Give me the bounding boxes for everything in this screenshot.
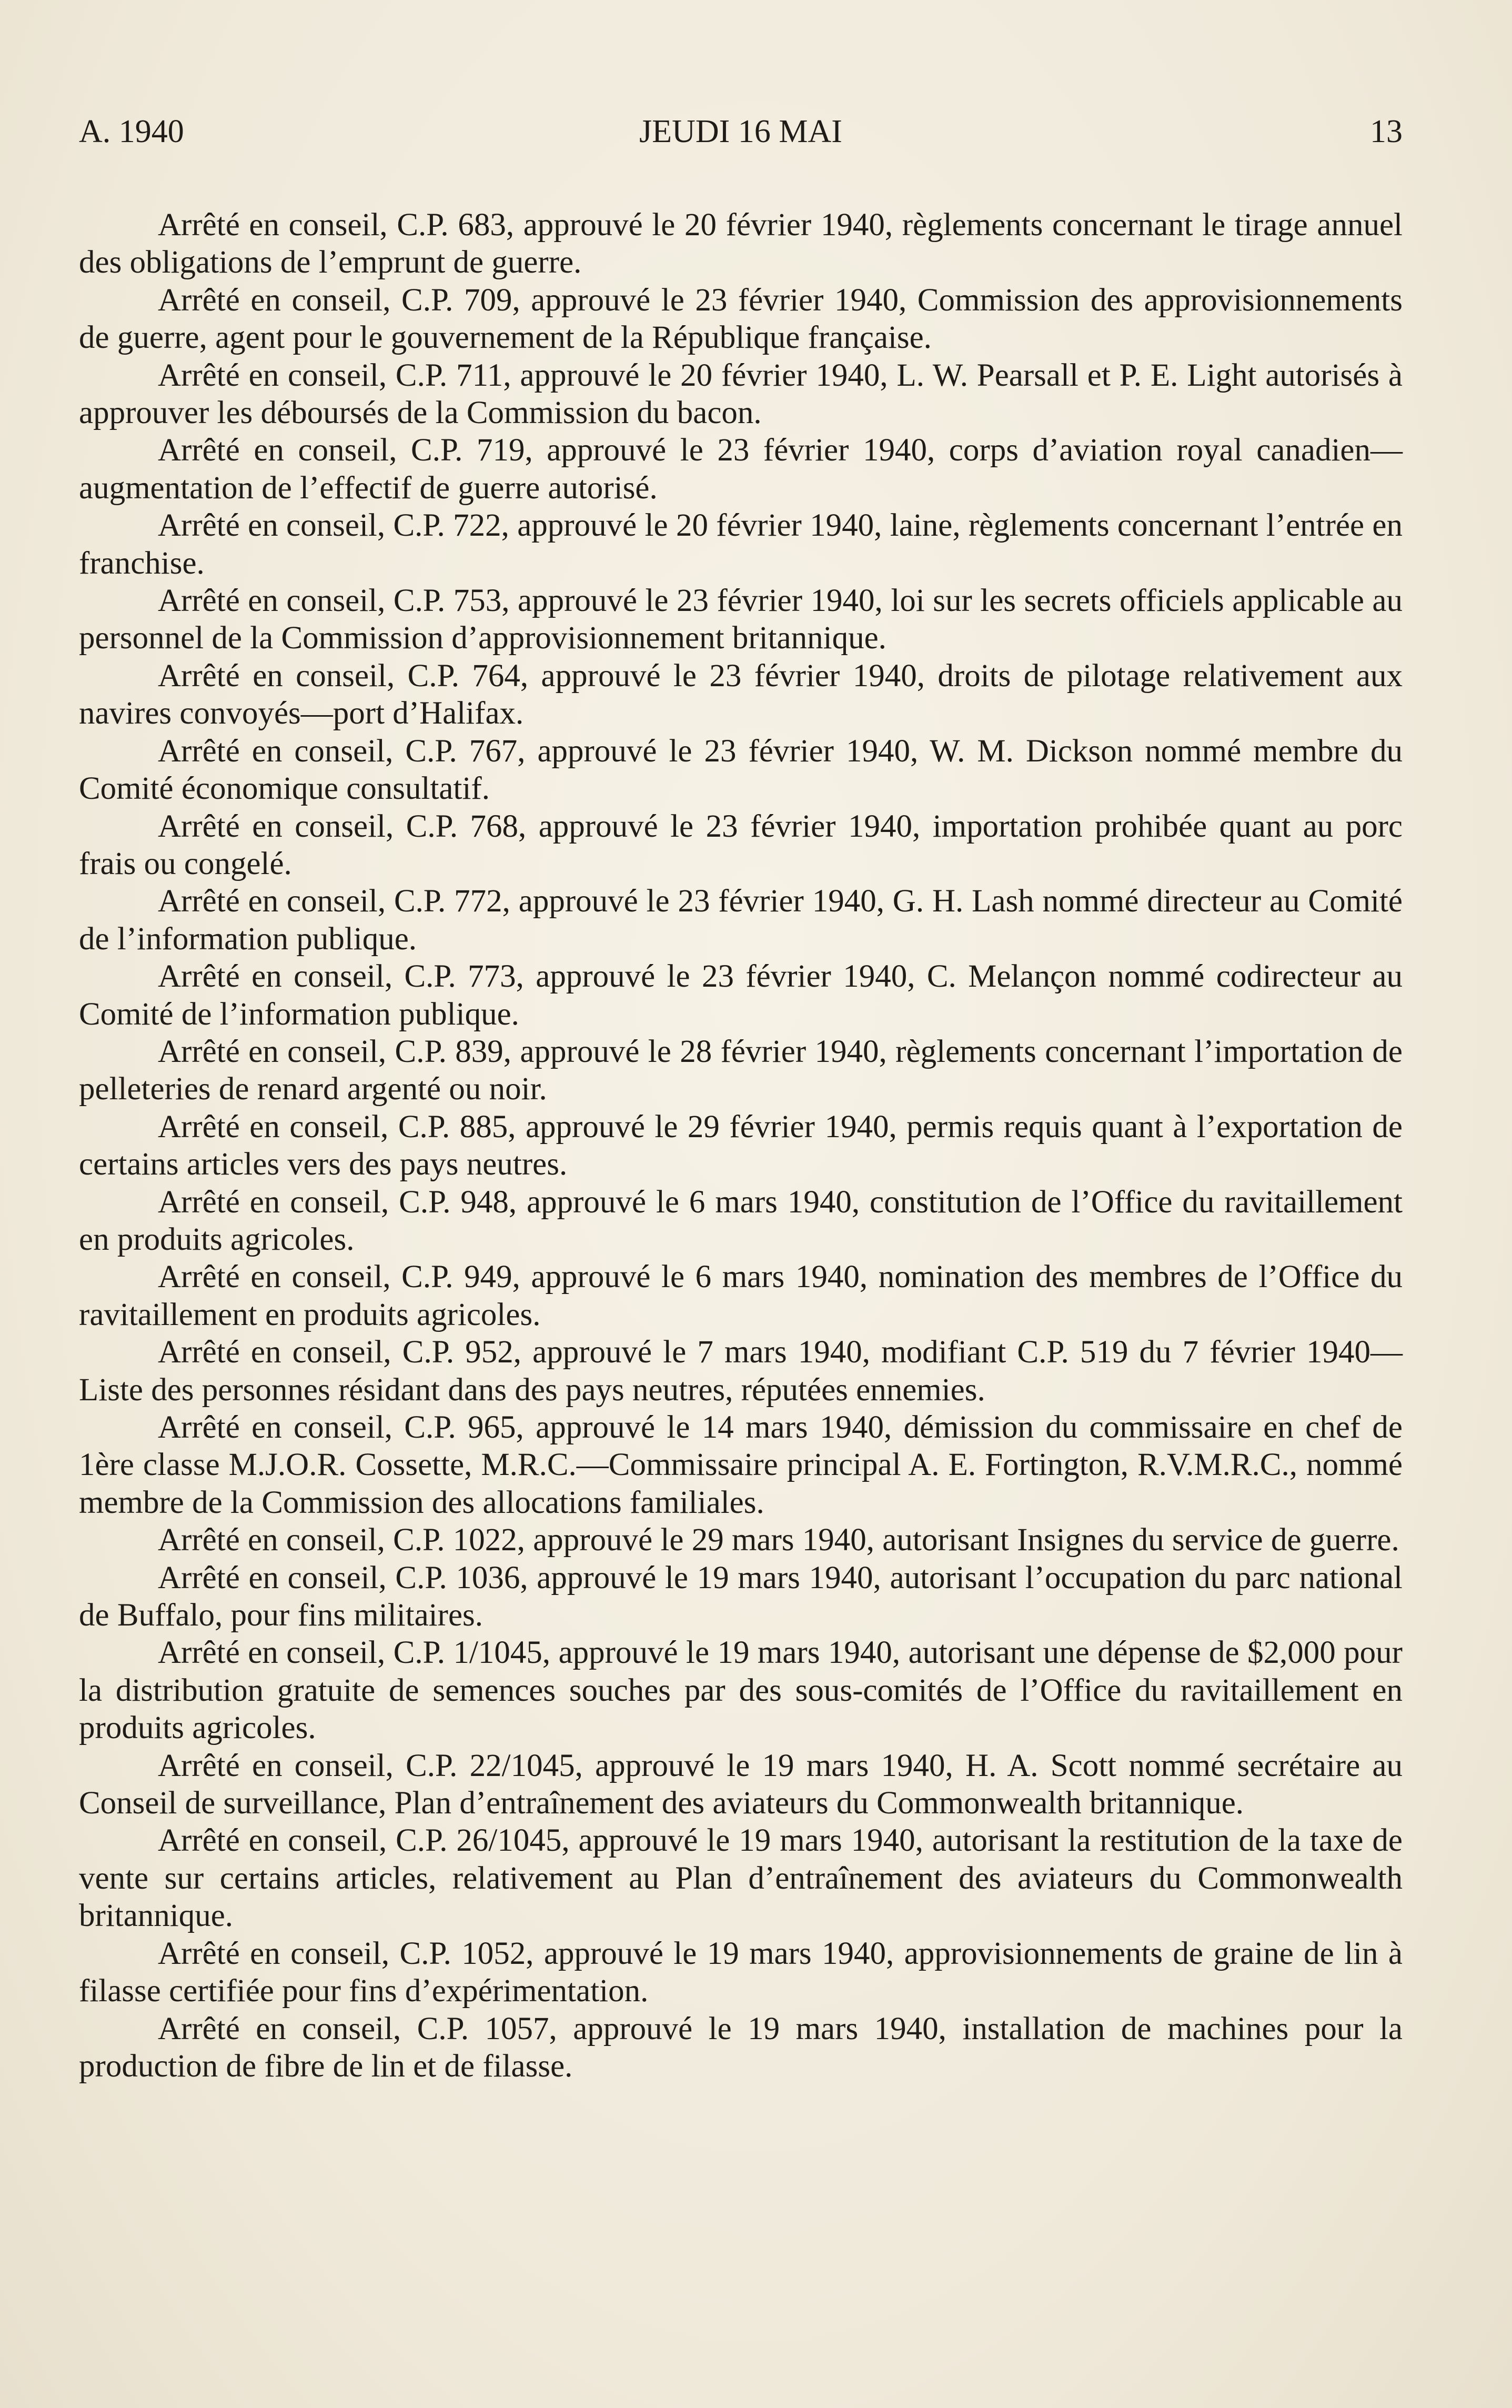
paragraph: Arrêté en conseil, C.P. 948, approuvé le 6 mars 1940, constitution de l’Office du ravitaillement en produits agricoles. — [79, 1184, 1403, 1257]
paragraph: Arrêté en conseil, C.P. 839, approuvé le 28 février 1940, règlements concernant l’importation de pelleteries de renard argenté ou noir. — [79, 1034, 1403, 1107]
paragraph: Arrêté en conseil, C.P. 1/1045, approuvé le 19 mars 1940, autorisant une dépense de $2,000 pour la distribution gratuite de semences souches par des sous-comités de l’Office du ravitaillement en produits agricoles. — [79, 1635, 1403, 1746]
paragraph: Arrêté en conseil, C.P. 719, approuvé le 23 février 1940, corps d’aviation royal canadien—augmentation de l’effectif de guerre autorisé. — [79, 433, 1403, 506]
paragraph: Arrêté en conseil, C.P. 26/1045, approuvé le 19 mars 1940, autorisant la restitution de la taxe de vente sur certains articles, relativement au Plan d’entraînement des aviateurs du Commonwealth britannique. — [79, 1823, 1403, 1934]
paragraph: Arrêté en conseil, C.P. 767, approuvé le 23 février 1940, W. M. Dickson nommé membre du Comité économique consultatif. — [79, 733, 1403, 807]
paragraph: Arrêté en conseil, C.P. 772, approuvé le 23 février 1940, G. H. Lash nommé directeur au Comité de l’information publique. — [79, 884, 1403, 957]
header-session-year: A. 1940 — [79, 114, 184, 149]
document-body — [79, 206, 1403, 2085]
paragraph: Arrêté en conseil, C.P. 885, approuvé le 29 février 1940, permis requis quant à l’exportation de certains articles vers des pays neutres. — [79, 1109, 1403, 1182]
paragraph: Arrêté en conseil, C.P. 764, approuvé le 23 février 1940, droits de pilotage relativement aux navires convoyés—port d’Halifax. — [79, 658, 1403, 731]
paragraph: Arrêté en conseil, C.P. 711, approuvé le 20 février 1940, L. W. Pearsall et P. E. Light autorisés à approuver les déboursés de la Commission du bacon. — [79, 357, 1403, 431]
paragraph: Arrêté en conseil, C.P. 1022, approuvé le 29 mars 1940, autorisant Insignes du service de guerre. — [158, 1522, 1399, 1558]
paragraph: Arrêté en conseil, C.P. 709, approuvé le 23 février 1940, Commission des approvisionnements de guerre, agent pour le gouvernement de la République française. — [79, 282, 1403, 356]
paragraph: Arrêté en conseil, C.P. 1036, approuvé le 19 mars 1940, autorisant l’occupation du parc national de Buffalo, pour fins militaires. — [79, 1560, 1403, 1633]
paragraph: Arrêté en conseil, C.P. 1052, approuvé le 19 mars 1940, approvisionnements de graine de lin à filasse certifiée pour fins d’expérimentation. — [79, 1935, 1403, 2009]
paragraph: Arrêté en conseil, C.P. 768, approuvé le 23 février 1940, importation prohibée quant au porc frais ou congelé. — [79, 808, 1403, 881]
page-number: 13 — [1370, 114, 1403, 149]
paragraph: Arrêté en conseil, C.P. 1057, approuvé le 19 mars 1940, installation de machines pour la production de fibre de lin et de filasse. — [79, 2011, 1403, 2084]
paragraph: Arrêté en conseil, C.P. 22/1045, approuvé le 19 mars 1940, H. A. Scott nommé secrétaire au Conseil de surveillance, Plan d’entraînement des aviateurs du Commonwealth britannique. — [79, 1748, 1403, 1821]
header-date: JEUDI 16 MAI — [639, 114, 842, 149]
paragraph: Arrêté en conseil, C.P. 753, approuvé le 23 février 1940, loi sur les secrets officiels applicable au personnel de la Commission d’approvisionnement britannique. — [79, 583, 1403, 656]
paragraph: Arrêté en conseil, C.P. 722, approuvé le 20 février 1940, laine, règlements concernant l’entrée en franchise. — [79, 508, 1403, 581]
paragraph: Arrêté en conseil, C.P. 683, approuvé le 20 février 1940, règlements concernant le tirage annuel des obligations de l’emprunt de guerre. — [79, 207, 1403, 280]
paragraph: Arrêté en conseil, C.P. 949, approuvé le 6 mars 1940, nomination des membres de l’Office du ravitaillement en produits agricoles. — [79, 1259, 1403, 1332]
paragraph: Arrêté en conseil, C.P. 965, approuvé le 14 mars 1940, démission du commissaire en chef de 1ère classe M.J.O.R. Cossette, M.R.C.—Commissaire principal A. E. Fortington, R.V.M.R.C., nommé membre de la Commission des allocations familiales. — [79, 1410, 1403, 1520]
paragraph: Arrêté en conseil, C.P. 952, approuvé le 7 mars 1940, modifiant C.P. 519 du 7 février 1940—Liste des personnes résidant dans des pays neutres, réputées ennemies. — [79, 1335, 1403, 1408]
paragraph: Arrêté en conseil, C.P. 773, approuvé le 23 février 1940, C. Melançon nommé codirecteur au Comité de l’information publique. — [79, 959, 1403, 1032]
page-header — [79, 108, 1403, 155]
